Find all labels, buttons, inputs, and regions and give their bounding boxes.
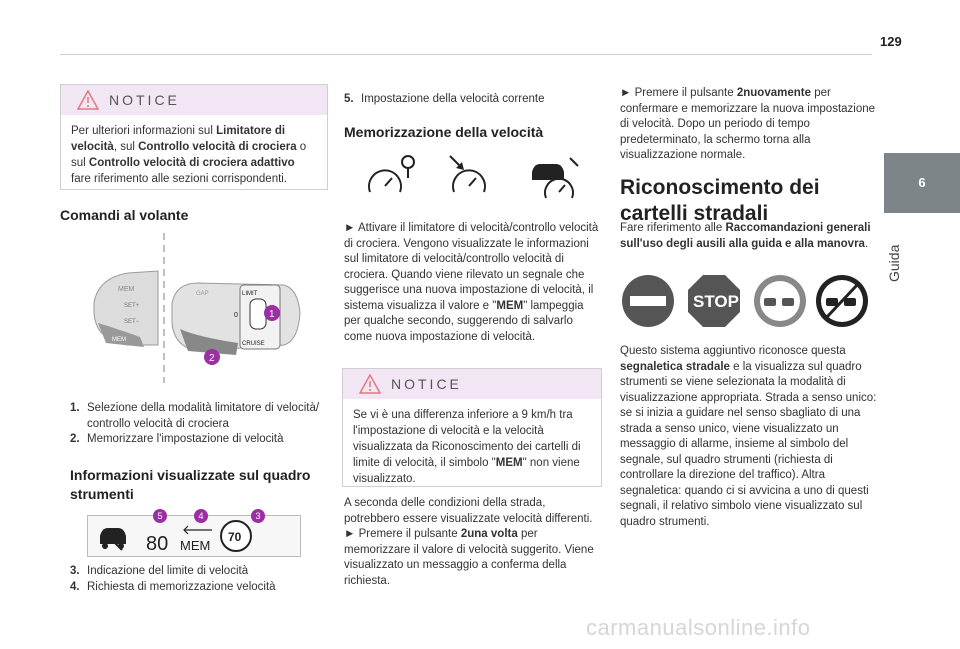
list-2 [70, 564, 328, 595]
no-entry-sign-icon [622, 275, 674, 327]
display-graphic [88, 516, 300, 556]
paragraph-system-description: Questo sistema aggiuntivo riconosce questa segnaletica stradale e la visualizza sul quadro strumenti se viene selezionata la modalità di visualizzazione appropriata. Strada a senso unico: se si inizia a guidare nel senso sbagliato di una strada a senso unico, viene visualizzato un messaggio di allarme, insieme al simbolo del segnale, sul quadro strumenti (richiesta di controllare la direzione del traffico). Altra segnaletica: quando ci si avvicina a uno di questi segnali, il relativo simbolo viene visualizzato sul quadro strumenti. [620, 345, 877, 528]
paragraph-reference: Fare riferimento alle Raccomandazioni generali sull'uso degli ausili alla guida e alla manovra. [620, 222, 871, 250]
callout-3: 3 [251, 509, 265, 523]
notice-title: NOTICE [109, 92, 180, 108]
steering-stalk-illustration [88, 233, 328, 383]
paragraph-press-again: ► Premere il pulsante 2nuovamente per confermare e memorizzare la nuova impostazione di velocità. Dopo un periodo di tempo predeterminato, la schermo torna alla visualizzazione normale. [620, 87, 876, 161]
list-item: 3. Indicazione del limite di velocità [70, 565, 249, 577]
speed-limit-value: 70 [228, 530, 242, 544]
adaptive-cruise-icon [532, 158, 578, 198]
stop-sign-label: STOP [693, 292, 739, 311]
callout-5: 5 [153, 509, 167, 523]
road-signs [620, 272, 872, 330]
stalk-label: MEM [112, 337, 126, 343]
list-item: 1. Selezione della modalità limitatore di velocità/ controllo velocità di crociera [70, 402, 320, 430]
notice-header [61, 85, 327, 115]
stalk-label: 0 [234, 312, 238, 319]
paragraph-press-once: ► Premere il pulsante 2una volta per memorizzare il valore di velocità suggerito. Viene visualizzato un messaggio a conferma della richiesta. [344, 528, 594, 587]
notice-box-2 [342, 368, 602, 487]
notice-text: Per ulteriori informazioni sul Limitatore di velocità, sul Controllo velocità di crociera o sul Controllo velocità di crociera adattivo fare riferimento alle sezioni corrispondenti. [71, 125, 307, 185]
list-item: 2. Memorizzare l'impostazione di velocità [70, 433, 284, 445]
notice-box-1 [60, 84, 328, 190]
stalk-label: LIMIT [242, 291, 258, 297]
paragraph-activate: ► Attivare il limitatore di velocità/controllo velocità di crociera. Vengono visualizzate le informazioni sul limitatore di velocità/controllo velocità di crociera. Quando viene rilevato un segnale che suggerisce una nuova impostazione di velocità, il sistema visualizza il valore e "MEM" lampeggia per qualche secondo, suggerendo di salvarlo come nuova impostazione di velocità. [344, 222, 599, 343]
stalk-label: CRUISE [242, 341, 265, 347]
list-item: 4. Richiesta di memorizzazione velocità [70, 580, 276, 593]
stop-sign-icon [688, 275, 740, 327]
section-heading-speed-memorisation: Memorizzazione della velocità [344, 124, 544, 140]
current-speed: 80 [146, 533, 169, 555]
notice-text: Se vi è una differenza inferiore a 9 km/h tra l'impostazione di velocità e la velocità visualizzata da Riconoscimento dei cartelli di limite di velocità, il simbolo "MEM" non viene visualizzato. [353, 409, 581, 485]
instrument-display-illustration [87, 515, 301, 557]
stalk-label: GAP [196, 291, 209, 297]
section-heading-steering-controls: Comandi al volante [60, 207, 189, 223]
speed-limiter-icon [369, 156, 414, 192]
mem-indicator: MEM [180, 538, 211, 553]
stalk-label: SET− [124, 319, 140, 325]
page-number: 129 [880, 34, 902, 49]
no-overtaking-sign-icon [754, 275, 806, 327]
notice-header [343, 369, 601, 399]
section-heading-sign-recognition: Riconoscimento dei cartelli stradali [620, 176, 820, 225]
callout-2-label: 2 [209, 353, 215, 364]
list-item-5: 5. Impostazione della velocità corrente [344, 93, 545, 105]
warning-icon [77, 90, 99, 110]
speed-mode-icons [362, 152, 602, 208]
stalk-label: SET+ [124, 303, 140, 309]
callout-1-label: 1 [269, 309, 275, 320]
warning-icon [359, 374, 381, 394]
list-1 [70, 401, 328, 448]
watermark: carmanualsonline.info [586, 615, 811, 640]
callout-4: 4 [194, 509, 208, 523]
notice-title: NOTICE [391, 376, 462, 392]
car-radar-icon [100, 528, 126, 550]
end-no-overtaking-sign-icon [816, 275, 868, 327]
cruise-control-icon [450, 156, 485, 192]
section-heading-instrument-info: Informazioni visualizzate sul quadro strumenti [70, 467, 311, 502]
chapter-label: Guida [886, 244, 902, 282]
header-divider [60, 54, 872, 55]
chapter-tab[interactable]: 6 [884, 153, 960, 213]
paragraph-road-conditions: A seconda delle condizioni della strada, potrebbero essere visualizzate velocità differenti. [344, 497, 593, 525]
stalk-label: MEM [118, 286, 135, 293]
